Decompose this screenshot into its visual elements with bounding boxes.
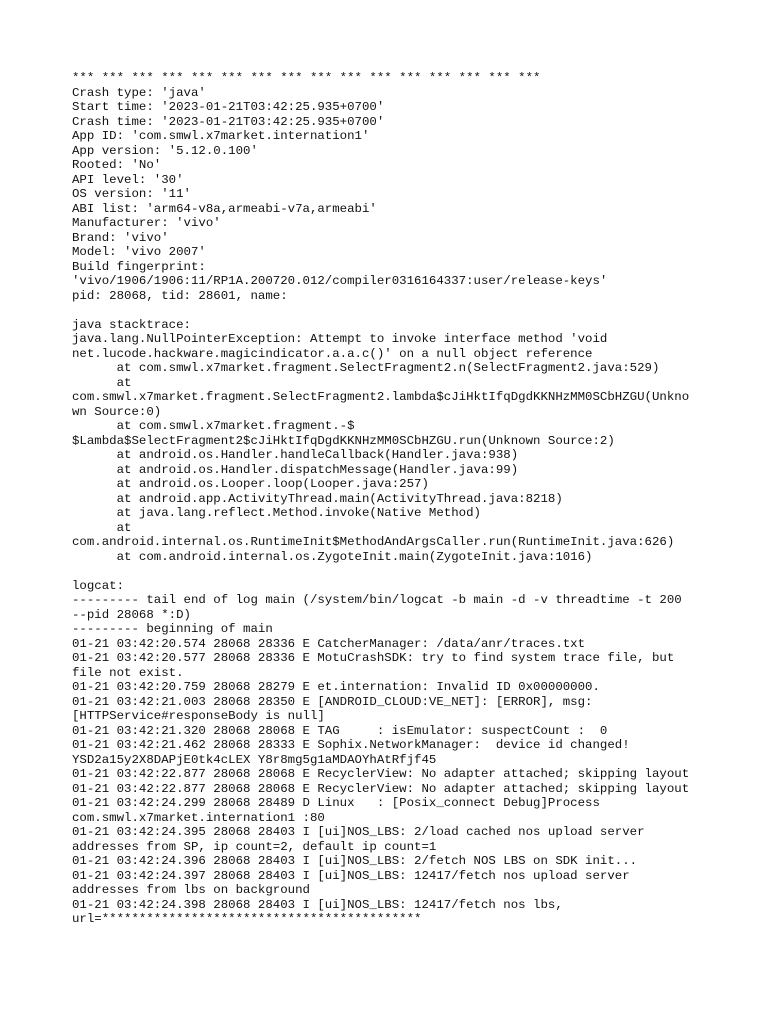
log-line: 01-21 03:42:24.395 28068 28403 I [ui]NOS_LBS: 2/load cached nos upload server [72,825,645,839]
logcat-heading: logcat: [72,578,125,593]
log-line: --pid 28068 *:D) [72,607,191,622]
stacktrace-line: at com.smwl.x7market.fragment.-$ [72,419,355,433]
log-line: 01-21 03:42:24.396 28068 28403 I [ui]NOS_LBS: 2/fetch NOS LBS on SDK init... [72,854,638,868]
crash-type-line: Crash type: 'java' [72,85,206,100]
stacktrace-line: at java.lang.reflect.Method.invoke(Native Method) [72,506,481,520]
pid-line: pid: 28068, tid: 28601, name: [72,288,288,303]
app-id-line: App ID: 'com.smwl.x7market.internation1' [72,129,370,143]
log-line: 01-21 03:42:20.574 28068 28336 E CatcherManager: /data/anr/traces.txt [72,636,586,651]
log-line: [HTTPService#responseBody is null] [72,709,325,723]
stacktrace-line: net.lucode.hackware.magicindicator.a.a.c()' on a null object reference [72,346,593,361]
stacktrace-line: at [72,375,132,390]
build-fingerprint-label: Build fingerprint: [72,259,206,274]
stacktrace-line: at android.os.Handler.dispatchMessage(Handler.java:99) [72,462,519,477]
log-line: com.smwl.x7market.internation1 :80 [72,810,325,825]
os-version-line: OS version: '11' [72,187,191,201]
stacktrace-line: at android.app.ActivityThread.main(ActivityThread.java:8218) [72,491,563,506]
api-level-line: API level: '30' [72,172,184,187]
stacktrace-line: wn Source:0) [72,404,162,419]
stacktrace-line: at android.os.Handler.handleCallback(Handler.java:938) [72,448,519,462]
stacktrace-line: $Lambda$SelectFragment2$cJiHktIfqDgdKKNHzMM0SCbHZGU.run(Unknown Source:2) [72,433,615,448]
stacktrace-line: at com.smwl.x7market.fragment.SelectFragment2.n(SelectFragment2.java:529) [72,361,660,375]
log-line: 01-21 03:42:24.299 28068 28489 D Linux : [Posix_connect Debug]Process [72,796,600,810]
log-line: 01-21 03:42:20.577 28068 28336 E MotuCrashSDK: try to find system trace file, but [72,651,675,665]
log-line: --------- beginning of main [72,622,273,636]
log-line: 01-21 03:42:24.398 28068 28403 I [ui]NOS_LBS: 12417/fetch nos lbs, [72,897,563,912]
log-line: 01-21 03:42:22.877 28068 28068 E RecyclerView: No adapter attached; skipping layout [72,781,690,796]
log-line: file not exist. [72,665,184,680]
log-line: url=******************************************* [72,912,422,926]
section-gap [72,564,712,579]
rooted-line: Rooted: 'No' [72,158,162,172]
build-fingerprint-value: 'vivo/1906/1906:11/RP1A.200720.012/compiler0316164337:user/release-keys' [72,274,608,288]
model-line: Model: 'vivo 2007' [72,245,206,259]
log-line: 01-21 03:42:21.003 28068 28350 E [ANDROID_CLOUD:VE_NET]: [ERROR], msg: [72,694,593,709]
brand-line: Brand: 'vivo' [72,230,169,245]
start-time-line: Start time: '2023-01-21T03:42:25.935+0700' [72,100,385,114]
header-separator: *** *** *** *** *** *** *** *** *** *** *** *** *** *** *** *** [72,71,541,85]
stacktrace-line: com.smwl.x7market.fragment.SelectFragment2.lambda$cJiHktIfqDgdKKNHzMM0SCbHZGU(Unkno [72,390,690,404]
crash-report-document [72,71,712,927]
log-line: 01-21 03:42:21.320 28068 28068 E TAG : isEmulator: suspectCount : 0 [72,723,608,738]
log-line: addresses from SP, ip count=2, default ip count=1 [72,839,437,854]
log-line: 01-21 03:42:24.397 28068 28403 I [ui]NOS_LBS: 12417/fetch nos upload server [72,868,630,883]
stacktrace-line: at [72,520,132,535]
log-line: 01-21 03:42:21.462 28068 28333 E Sophix.NetworkManager: device id changed! [72,738,630,752]
section-gap [72,303,712,318]
manufacturer-line: Manufacturer: 'vivo' [72,216,221,230]
app-version-line: App version: '5.12.0.100' [72,143,258,158]
stacktrace-line: at android.os.Looper.loop(Looper.java:257) [72,477,429,491]
stacktrace-heading: java stacktrace: [72,317,191,332]
log-line: YSD2a15y2X8DAPjE0tk4cLEX Y8r8mg5g1aMDAOYhAtRfjf45 [72,752,437,767]
abi-list-line: ABI list: 'arm64-v8a,armeabi-v7a,armeabi' [72,201,377,216]
logcat-section [72,579,712,927]
crash-time-line: Crash time: '2023-01-21T03:42:25.935+0700' [72,114,385,129]
stacktrace-section [72,318,712,565]
stacktrace-line: at com.android.internal.os.ZygoteInit.main(ZygoteInit.java:1016) [72,549,593,564]
log-line: addresses from lbs on background [72,883,310,897]
log-line: --------- tail end of log main (/system/bin/logcat -b main -d -v threadtime -t 200 [72,593,682,607]
stacktrace-line: com.android.internal.os.RuntimeInit$MethodAndArgsCaller.run(RuntimeInit.java:626) [72,535,675,549]
stacktrace-line: java.lang.NullPointerException: Attempt to invoke interface method 'void [72,332,608,346]
crash-info-section [72,86,712,304]
log-line: 01-21 03:42:20.759 28068 28279 E et.internation: Invalid ID 0x00000000. [72,680,600,694]
log-line: 01-21 03:42:22.877 28068 28068 E RecyclerView: No adapter attached; skipping layout [72,767,690,781]
